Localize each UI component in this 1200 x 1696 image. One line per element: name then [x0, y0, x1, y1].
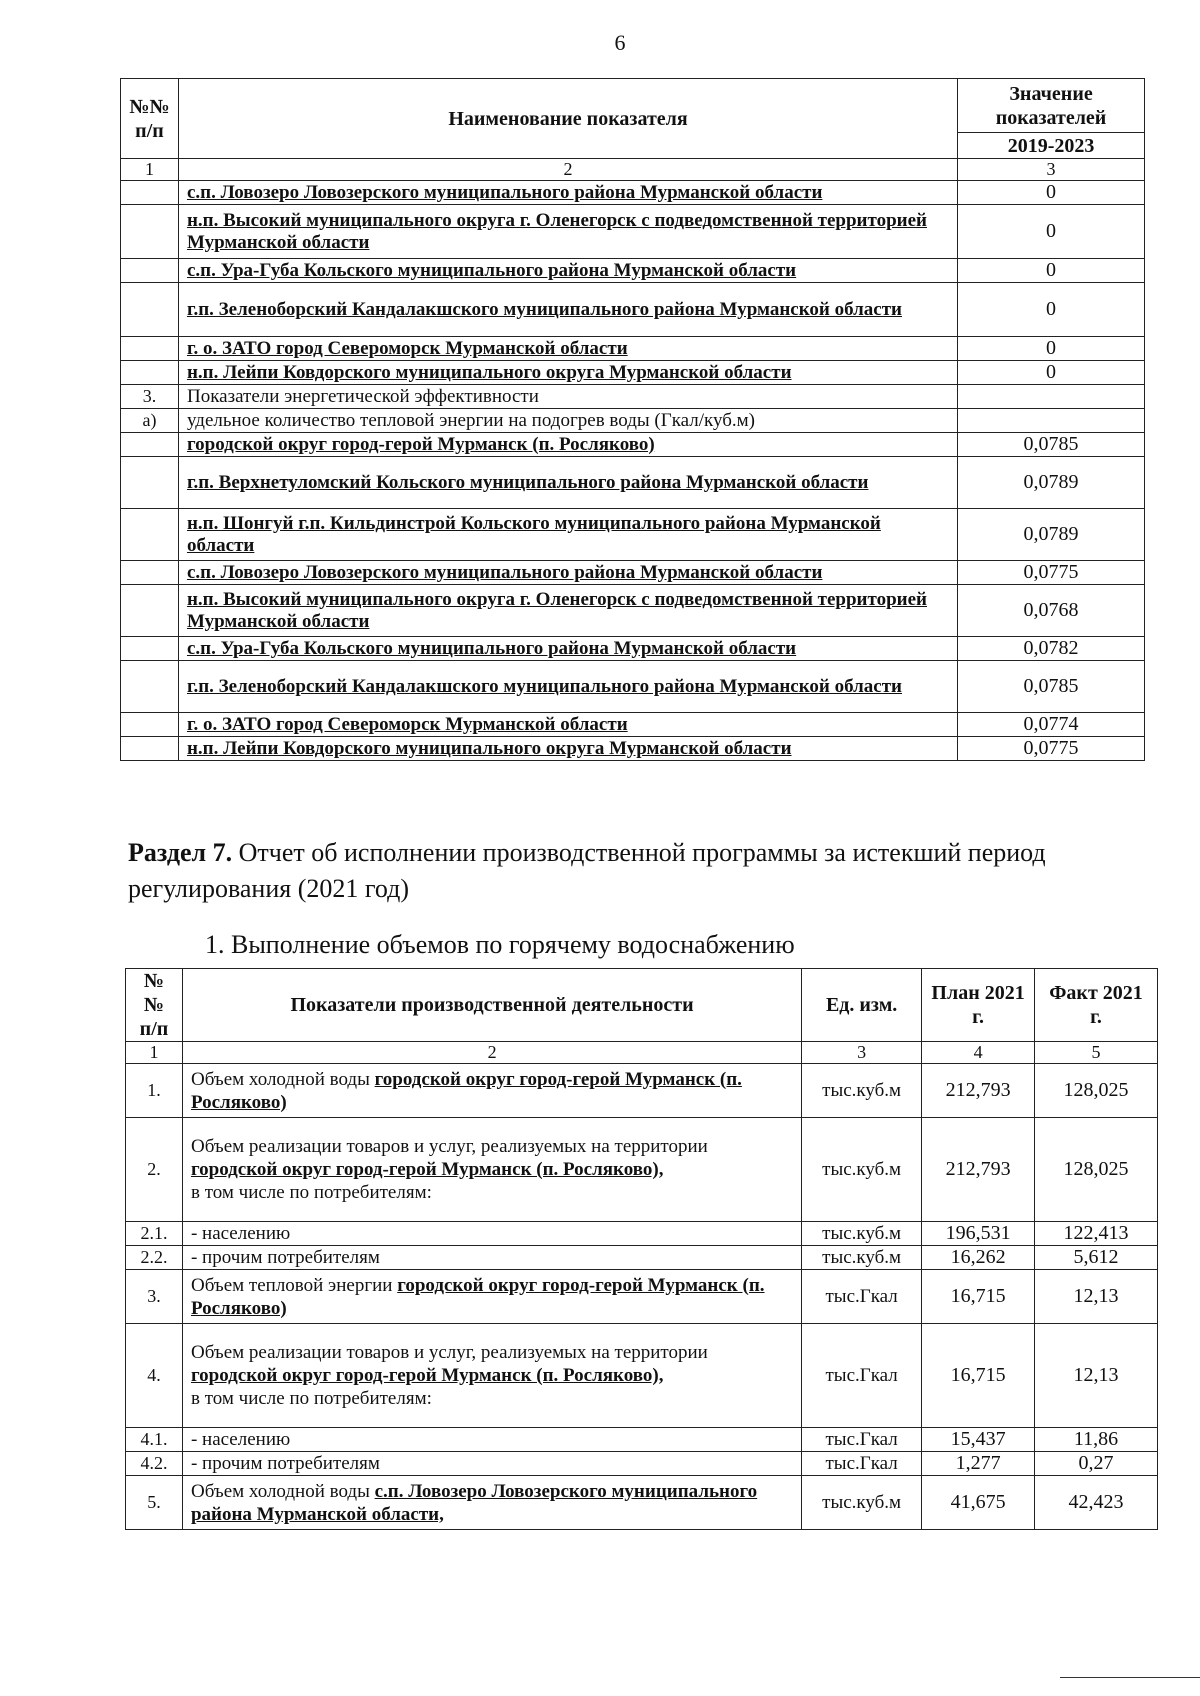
- row-index: [121, 713, 179, 737]
- indicator-value: 0,0789: [958, 457, 1145, 509]
- indicator-name-text: с.п. Ура-Губа Кольского муниципального района Мурманской области: [186, 637, 797, 659]
- row-index: [121, 509, 179, 561]
- plan-cell: 196,531: [922, 1222, 1035, 1246]
- indicators-table: [120, 78, 1145, 761]
- table-row: [126, 1270, 1158, 1324]
- row-index: [121, 181, 179, 205]
- unit-cell: тыс.куб.м: [802, 1222, 922, 1246]
- indicator-value: 0: [958, 205, 1145, 259]
- indicator-name: [182, 1476, 801, 1530]
- header-plan: План 2021 г.: [922, 969, 1035, 1042]
- fact-cell: 12,13: [1035, 1270, 1158, 1324]
- col-number: 1: [126, 1042, 183, 1064]
- indicator-value: 0,0775: [958, 737, 1145, 761]
- indicator-name: [178, 661, 957, 713]
- empty-cell: [958, 409, 1145, 433]
- plan-cell: 16,715: [922, 1270, 1035, 1324]
- indicator-name-text: н.п. Лейпи Ковдорского муниципального округа Мурманской области: [186, 361, 792, 383]
- row-index: 4.: [126, 1324, 183, 1428]
- indicator-name-text: н.п. Высокий муниципального округа г. Оленегорск с подведомственной территорией Мурманской области: [186, 588, 927, 632]
- indicator-name: [182, 1246, 801, 1270]
- table-row: [126, 1452, 1158, 1476]
- indicator-value: 0,0774: [958, 713, 1145, 737]
- indicator-value: 0,0768: [958, 585, 1145, 637]
- row-index: [121, 457, 179, 509]
- indicator-value: 0,0789: [958, 509, 1145, 561]
- row-index: 4.2.: [126, 1452, 183, 1476]
- indicator-value: 0: [958, 361, 1145, 385]
- header-years: 2019-2023: [958, 133, 1145, 159]
- name-text: Объем реализации товаров и услуг, реализуемых на территории: [190, 1342, 708, 1363]
- indicator-value: 0: [958, 337, 1145, 361]
- indicator-name: [182, 1064, 801, 1118]
- indicator-name-text: г. о. ЗАТО город Североморск Мурманской области: [186, 337, 628, 359]
- name-text: - прочим потребителям: [190, 1247, 380, 1268]
- unit-cell: тыс.куб.м: [802, 1064, 922, 1118]
- table-row: [121, 205, 1145, 259]
- indicator-name: [182, 1270, 801, 1324]
- table-row: [121, 283, 1145, 337]
- name-text: - населению: [190, 1223, 291, 1244]
- table-row: [121, 259, 1145, 283]
- production-table: [125, 968, 1158, 1530]
- indicator-name-text: г.п. Зеленоборский Кандалакшского муниципального района Мурманской области: [186, 298, 902, 320]
- table-row: [121, 337, 1145, 361]
- fact-cell: 122,413: [1035, 1222, 1158, 1246]
- section-7-heading: [128, 835, 1128, 907]
- table-row: [121, 385, 1145, 409]
- col-number: 1: [121, 159, 179, 181]
- table-row: [121, 361, 1145, 385]
- col-number: 2: [178, 159, 957, 181]
- col-number: 3: [802, 1042, 922, 1064]
- table-row: [126, 1064, 1158, 1118]
- indicator-value: 0: [958, 259, 1145, 283]
- indicator-name-text: н.п. Шонгуй г.п. Кильдинстрой Кольского муниципального района Мурманской области: [186, 512, 881, 556]
- name-post: в том числе по потребителям:: [190, 1388, 432, 1409]
- row-index: [121, 205, 179, 259]
- name-bold: городской округ город-герой Мурманск (п. Росляково),: [190, 1159, 664, 1180]
- name-text: Объем холодной воды: [190, 1068, 375, 1090]
- table-row: [126, 1476, 1158, 1530]
- row-index: 4.1.: [126, 1428, 183, 1452]
- col-number: 5: [1035, 1042, 1158, 1064]
- table-row: [126, 1222, 1158, 1246]
- section-7-label: Раздел 7.: [128, 838, 233, 867]
- indicator-name: [178, 713, 957, 737]
- plan-cell: 41,675: [922, 1476, 1035, 1530]
- indicator-name: [182, 1452, 801, 1476]
- row-index: а): [121, 409, 179, 433]
- header-name: Наименование показателя: [178, 79, 957, 159]
- indicator-name-text: городской округ город-герой Мурманск (п. Росляково): [186, 433, 655, 455]
- col-number: 3: [958, 159, 1145, 181]
- plan-cell: 1,277: [922, 1452, 1035, 1476]
- indicator-name-text: г.п. Зеленоборский Кандалакшского муниципального района Мурманской области: [186, 675, 902, 697]
- fact-cell: 128,025: [1035, 1064, 1158, 1118]
- row-index: 3.: [121, 385, 179, 409]
- indicator-name: [178, 259, 957, 283]
- row-index: [121, 361, 179, 385]
- unit-cell: тыс.Гкал: [802, 1270, 922, 1324]
- row-index: [121, 737, 179, 761]
- col-number: 4: [922, 1042, 1035, 1064]
- indicator-value: 0: [958, 283, 1145, 337]
- row-index: 2.2.: [126, 1246, 183, 1270]
- indicator-name: [178, 457, 957, 509]
- plan-cell: 16,262: [922, 1246, 1035, 1270]
- name-bold: городской округ город-герой Мурманск (п. Росляково): [190, 1274, 765, 1319]
- row-index: [121, 283, 179, 337]
- fact-cell: 12,13: [1035, 1324, 1158, 1428]
- row-index: [121, 661, 179, 713]
- table-row: [121, 457, 1145, 509]
- row-index: [121, 259, 179, 283]
- row-index: 3.: [126, 1270, 183, 1324]
- table-row: [126, 1118, 1158, 1222]
- fact-cell: 0,27: [1035, 1452, 1158, 1476]
- section-7-text: Отчет об исполнении производственной программы за истекший период регулирования (2021 год): [128, 838, 1046, 903]
- indicator-value: 0,0785: [958, 433, 1145, 457]
- header-value: Значение показателей: [958, 79, 1145, 133]
- indicator-name: [178, 361, 957, 385]
- table-row: [126, 1428, 1158, 1452]
- unit-cell: тыс.куб.м: [802, 1476, 922, 1530]
- header-num: №№ п/п: [126, 969, 183, 1042]
- table-row: [121, 637, 1145, 661]
- section-title: Показатели энергетической эффективности: [178, 385, 957, 409]
- fact-cell: 128,025: [1035, 1118, 1158, 1222]
- indicator-name: [178, 181, 957, 205]
- indicator-name-text: н.п. Лейпи Ковдорского муниципального округа Мурманской области: [186, 737, 792, 759]
- indicator-name: [178, 637, 957, 661]
- row-index: 5.: [126, 1476, 183, 1530]
- indicator-name: [178, 561, 957, 585]
- name-post: в том числе по потребителям:: [190, 1182, 432, 1203]
- table-row: [121, 737, 1145, 761]
- subsection-title: удельное количество тепловой энергии на подогрев воды (Гкал/куб.м): [178, 409, 957, 433]
- plan-cell: 15,437: [922, 1428, 1035, 1452]
- table-row: [121, 713, 1145, 737]
- page-number: 6: [614, 30, 626, 55]
- indicator-value: 0,0775: [958, 561, 1145, 585]
- indicator-value: 0: [958, 181, 1145, 205]
- unit-cell: тыс.куб.м: [802, 1118, 922, 1222]
- fact-cell: 5,612: [1035, 1246, 1158, 1270]
- indicator-name: [178, 205, 957, 259]
- indicator-name: [182, 1118, 801, 1222]
- indicator-value: 0,0785: [958, 661, 1145, 713]
- row-index: [121, 337, 179, 361]
- table-row: [126, 1246, 1158, 1270]
- unit-cell: тыс.Гкал: [802, 1452, 922, 1476]
- indicator-name-text: г.п. Верхнетуломский Кольского муниципального района Мурманской области: [186, 471, 869, 493]
- indicator-value: 0,0782: [958, 637, 1145, 661]
- name-text: Объем холодной воды: [190, 1480, 375, 1502]
- indicator-name: [178, 283, 957, 337]
- row-index: 2.1.: [126, 1222, 183, 1246]
- col-number: 2: [182, 1042, 801, 1064]
- indicator-name-text: с.п. Ловозеро Ловозерского муниципального района Мурманской области: [186, 181, 823, 203]
- indicator-name-text: с.п. Ура-Губа Кольского муниципального района Мурманской области: [186, 259, 797, 281]
- header-num: №№ п/п: [121, 79, 179, 159]
- table-row: [121, 661, 1145, 713]
- header-name: Показатели производственной деятельности: [182, 969, 801, 1042]
- name-text: - прочим потребителям: [190, 1453, 380, 1474]
- name-bold: с.п. Ловозеро Ловозерского муниципального района Мурманской области,: [190, 1480, 758, 1525]
- row-index: [121, 561, 179, 585]
- plan-cell: 16,715: [922, 1324, 1035, 1428]
- name-bold: городской округ город-герой Мурманск (п. Росляково): [190, 1068, 742, 1113]
- row-index: 1.: [126, 1064, 183, 1118]
- indicator-name-text: с.п. Ловозеро Ловозерского муниципального района Мурманской области: [186, 561, 823, 583]
- indicator-name: [178, 337, 957, 361]
- unit-cell: тыс.Гкал: [802, 1428, 922, 1452]
- plan-cell: 212,793: [922, 1064, 1035, 1118]
- indicator-name: [178, 509, 957, 561]
- table-row: [121, 585, 1145, 637]
- indicator-name-text: г. о. ЗАТО город Североморск Мурманской области: [186, 713, 628, 735]
- fact-cell: 42,423: [1035, 1476, 1158, 1530]
- indicator-name-text: н.п. Высокий муниципального округа г. Оленегорск с подведомственной территорией Мурманской области: [186, 209, 927, 253]
- header-unit: Ед. изм.: [802, 969, 922, 1042]
- table-row: [121, 181, 1145, 205]
- name-text: Объем реализации товаров и услуг, реализуемых на территории: [190, 1136, 708, 1157]
- table-row: [121, 409, 1145, 433]
- indicator-name: [178, 737, 957, 761]
- table-row: [121, 561, 1145, 585]
- row-index: 2.: [126, 1118, 183, 1222]
- plan-cell: 212,793: [922, 1118, 1035, 1222]
- indicator-name: [178, 433, 957, 457]
- fact-cell: 11,86: [1035, 1428, 1158, 1452]
- indicator-name: [178, 585, 957, 637]
- name-bold: городской округ город-герой Мурманск (п. Росляково),: [190, 1365, 664, 1386]
- header-fact: Факт 2021 г.: [1035, 969, 1158, 1042]
- indicator-name: [182, 1324, 801, 1428]
- table-row: [121, 433, 1145, 457]
- unit-cell: тыс.куб.м: [802, 1246, 922, 1270]
- row-index: [121, 637, 179, 661]
- table-row: [121, 509, 1145, 561]
- subheading: 1. Выполнение объемов по горячему водоснабжению: [205, 930, 795, 959]
- indicator-name: [182, 1222, 801, 1246]
- indicator-name: [182, 1428, 801, 1452]
- unit-cell: тыс.Гкал: [802, 1324, 922, 1428]
- footer-rule: [1060, 1677, 1200, 1678]
- row-index: [121, 433, 179, 457]
- table-row: [126, 1324, 1158, 1428]
- empty-cell: [958, 385, 1145, 409]
- name-text: Объем тепловой энергии: [190, 1274, 398, 1296]
- row-index: [121, 585, 179, 637]
- name-text: - населению: [190, 1429, 291, 1450]
